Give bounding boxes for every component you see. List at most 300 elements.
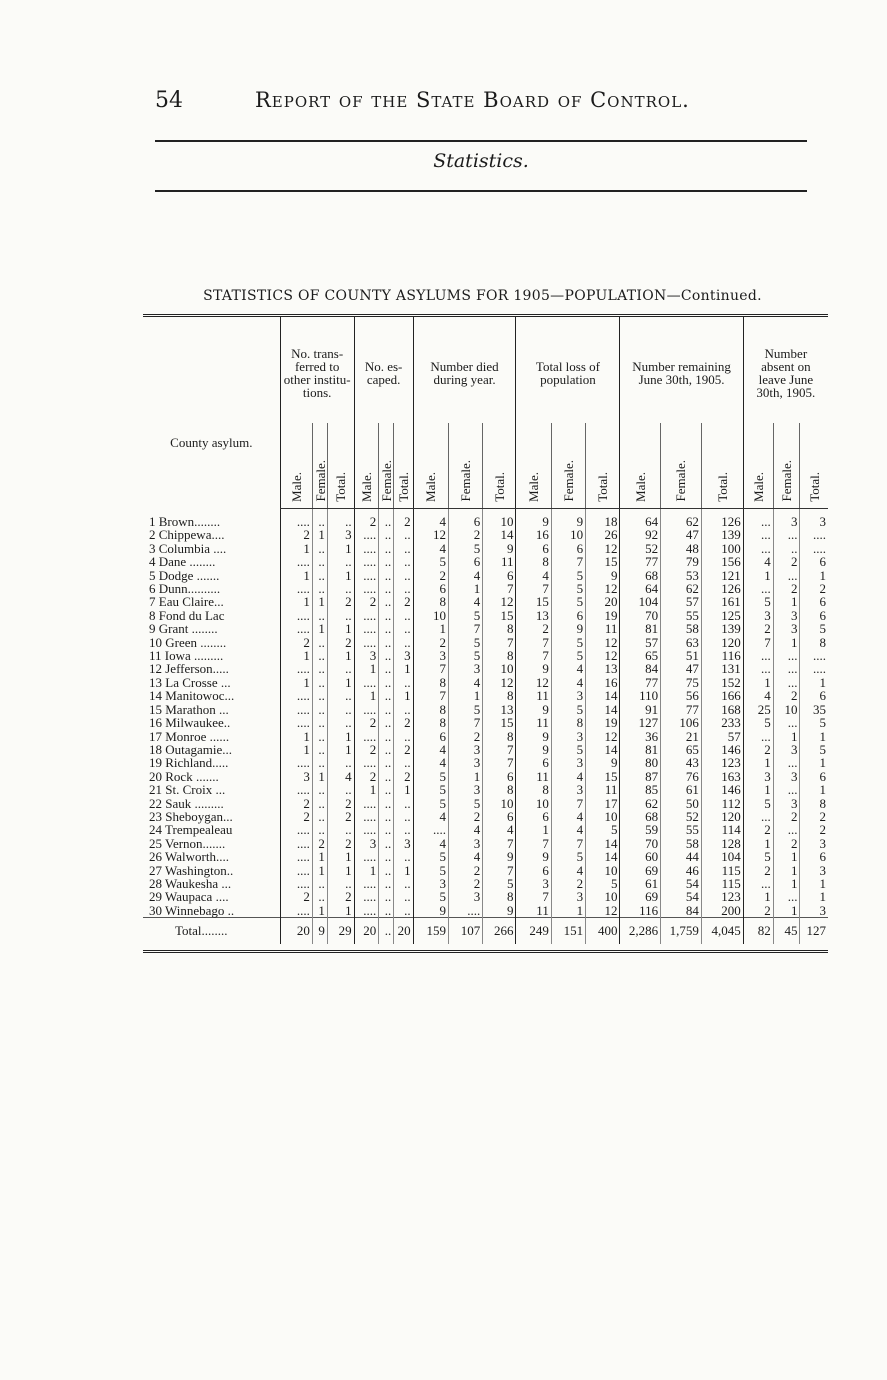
value-cell: 3 — [551, 890, 585, 903]
value-cell: 13 — [586, 662, 620, 675]
value-cell: 156 — [701, 555, 743, 568]
value-cell: .. — [394, 730, 413, 743]
county-name-cell: 10 Green ........ — [149, 634, 227, 650]
value-cell: .. — [394, 676, 413, 689]
value-cell: 9 — [483, 904, 516, 918]
value-cell: 2 — [327, 636, 354, 649]
value-cell: 3 — [800, 509, 828, 529]
value-cell: 5 — [586, 823, 620, 836]
value-cell: ... — [743, 582, 773, 595]
value-cell: 4 — [448, 569, 482, 582]
value-cell: 4 — [551, 823, 585, 836]
value-cell: 8 — [483, 649, 516, 662]
county-name-cell: 19 Richland..... — [149, 755, 229, 771]
value-cell: .. — [379, 797, 394, 810]
value-cell: 10 — [516, 797, 551, 810]
value-cell: .... — [800, 528, 828, 541]
value-cell: .. — [394, 582, 413, 595]
value-cell: 63 — [661, 636, 702, 649]
value-cell: 5 — [448, 609, 482, 622]
table-row — [143, 770, 828, 783]
county-name-cell: 21 St. Croix ... — [149, 782, 226, 798]
value-cell: .. — [327, 555, 354, 568]
value-cell: .. — [379, 783, 394, 796]
value-cell: 5 — [483, 877, 516, 890]
county-name-cell: 6 Dunn.......... — [149, 581, 221, 597]
value-cell: 7 — [516, 649, 551, 662]
value-cell: 6 — [483, 810, 516, 823]
value-cell: 2 — [448, 877, 482, 890]
sub-header-female — [661, 423, 702, 509]
value-cell: 116 — [620, 904, 661, 918]
sub-header-male — [413, 423, 448, 509]
value-cell: .. — [379, 662, 394, 675]
value-cell: .. — [327, 703, 354, 716]
value-cell: 12 — [413, 528, 448, 541]
value-cell: 4 — [743, 689, 773, 702]
value-cell: 3 — [773, 622, 800, 635]
value-cell: 8 — [413, 595, 448, 608]
value-cell: 249 — [516, 918, 551, 944]
county-name-cell: 30 Winnebago .. — [149, 902, 235, 918]
value-cell: 4 — [448, 823, 482, 836]
rule-top — [155, 140, 807, 142]
value-cell: .. — [379, 890, 394, 903]
value-cell: 5 — [586, 877, 620, 890]
value-cell: .. — [394, 528, 413, 541]
value-cell: .... — [280, 622, 312, 635]
value-cell: 64 — [620, 582, 661, 595]
value-cell: 1 — [773, 636, 800, 649]
value-cell: 1 — [448, 582, 482, 595]
value-cell: 4 — [448, 595, 482, 608]
value-cell: 12 — [586, 904, 620, 918]
value-cell: 104 — [701, 850, 743, 863]
value-cell: 1 — [280, 676, 312, 689]
value-cell: 3 — [800, 864, 828, 877]
group-header-escaped: No. es-caped. — [354, 316, 413, 424]
value-cell: 3 — [773, 770, 800, 783]
county-name-cell: 24 Trempealeau — [149, 822, 233, 838]
value-cell: 3 — [551, 783, 585, 796]
sub-header-female — [773, 423, 800, 509]
value-cell: 3 — [773, 509, 800, 529]
value-cell: .. — [379, 582, 394, 595]
value-cell: .. — [312, 662, 327, 675]
value-cell: 8 — [800, 797, 828, 810]
value-cell: 2 — [551, 877, 585, 890]
value-cell: 52 — [661, 810, 702, 823]
sub-header-total — [394, 423, 413, 509]
value-cell: .. — [312, 509, 327, 529]
value-cell: 1 — [354, 783, 379, 796]
county-name-cell: 14 Manitowoc... — [149, 688, 235, 704]
value-cell: .. — [312, 582, 327, 595]
value-cell: 2 — [743, 622, 773, 635]
value-cell: 10 — [483, 797, 516, 810]
value-cell: ... — [773, 783, 800, 796]
sub-header-label: Total. — [491, 471, 507, 502]
value-cell: 3 — [448, 837, 482, 850]
value-cell: 116 — [701, 649, 743, 662]
value-cell: 6 — [516, 542, 551, 555]
value-cell: 3 — [800, 904, 828, 918]
value-cell: 1 — [327, 649, 354, 662]
value-cell: 15 — [586, 555, 620, 568]
value-cell: .. — [394, 622, 413, 635]
value-cell: 16 — [586, 676, 620, 689]
value-cell: 1 — [327, 743, 354, 756]
value-cell: 7 — [483, 864, 516, 877]
value-cell: ... — [743, 649, 773, 662]
rule-under-section — [155, 190, 807, 192]
value-cell: 1 — [394, 783, 413, 796]
value-cell: 77 — [620, 676, 661, 689]
value-cell: 9 — [483, 542, 516, 555]
table-row — [143, 676, 828, 689]
value-cell: 1 — [280, 569, 312, 582]
value-cell: .... — [354, 823, 379, 836]
value-cell: .... — [280, 877, 312, 890]
sub-header-label: Male. — [423, 471, 439, 502]
value-cell: ... — [743, 810, 773, 823]
value-cell: 146 — [701, 743, 743, 756]
value-cell: 3 — [394, 837, 413, 850]
value-cell: 25 — [743, 703, 773, 716]
value-cell: 3 — [773, 609, 800, 622]
value-cell: .. — [379, 636, 394, 649]
value-cell: .... — [280, 509, 312, 529]
value-cell: 2 — [773, 689, 800, 702]
value-cell: .... — [354, 622, 379, 635]
value-cell: .. — [379, 850, 394, 863]
value-cell: 7 — [551, 837, 585, 850]
value-cell: 3 — [413, 649, 448, 662]
value-cell: 62 — [661, 509, 702, 529]
value-cell: 12 — [586, 730, 620, 743]
value-cell: .. — [379, 877, 394, 890]
value-cell: 127 — [800, 918, 828, 944]
county-name-cell: 4 Dane ........ — [149, 554, 216, 570]
value-cell: .. — [312, 877, 327, 890]
value-cell: 2 — [743, 864, 773, 877]
value-cell: 3 — [773, 797, 800, 810]
value-cell: ... — [773, 756, 800, 769]
value-cell: 7 — [483, 756, 516, 769]
value-cell: ... — [743, 662, 773, 675]
value-cell: 2 — [773, 810, 800, 823]
value-cell: 6 — [448, 555, 482, 568]
value-cell: 3 — [448, 662, 482, 675]
value-cell: 1 — [800, 569, 828, 582]
value-cell: 115 — [701, 877, 743, 890]
value-cell: 6 — [516, 810, 551, 823]
value-cell: .. — [379, 823, 394, 836]
value-cell: 120 — [701, 636, 743, 649]
value-cell: 7 — [516, 837, 551, 850]
statistics-table — [143, 314, 828, 944]
value-cell: 1 — [327, 676, 354, 689]
sub-header-label: Female. — [379, 460, 395, 502]
table-row — [143, 649, 828, 662]
value-cell: 5 — [551, 636, 585, 649]
county-name-cell: 3 Columbia .... — [149, 540, 227, 556]
value-cell: .. — [394, 555, 413, 568]
group-header-died: Number died during year. — [413, 316, 516, 424]
value-cell: .. — [379, 864, 394, 877]
value-cell: 5 — [743, 716, 773, 729]
value-cell: 3 — [448, 890, 482, 903]
value-cell: 11 — [516, 689, 551, 702]
value-cell: 152 — [701, 676, 743, 689]
value-cell: 5 — [551, 743, 585, 756]
value-cell: 91 — [620, 703, 661, 716]
value-cell: 45 — [773, 918, 800, 944]
table-row — [143, 582, 828, 595]
table-row — [143, 823, 828, 836]
value-cell: 7 — [551, 555, 585, 568]
value-cell: 1 — [743, 676, 773, 689]
value-cell: 6 — [800, 595, 828, 608]
value-cell: .. — [394, 850, 413, 863]
table-row — [143, 703, 828, 716]
value-cell: 2 — [280, 528, 312, 541]
value-cell: 3 — [800, 837, 828, 850]
value-cell: .... — [354, 810, 379, 823]
value-cell: 2 — [354, 716, 379, 729]
value-cell: 1 — [800, 783, 828, 796]
value-cell: .. — [394, 703, 413, 716]
value-cell: .... — [354, 756, 379, 769]
value-cell: 5 — [413, 555, 448, 568]
value-cell: 4 — [413, 837, 448, 850]
value-cell: 56 — [661, 689, 702, 702]
value-cell: 9 — [483, 850, 516, 863]
statistics-table-wrapper — [143, 314, 828, 953]
value-cell: 120 — [701, 810, 743, 823]
value-cell: 2 — [280, 890, 312, 903]
value-cell: .. — [312, 823, 327, 836]
value-cell: 8 — [483, 783, 516, 796]
value-cell: 126 — [701, 509, 743, 529]
value-cell: 3 — [448, 783, 482, 796]
value-cell: 55 — [661, 823, 702, 836]
value-cell: 1 — [743, 756, 773, 769]
value-cell: 9 — [413, 904, 448, 918]
value-cell: 5 — [413, 783, 448, 796]
value-cell: 20 — [280, 918, 312, 944]
value-cell: .... — [280, 582, 312, 595]
sub-header-label: Female. — [457, 460, 473, 502]
value-cell: 266 — [483, 918, 516, 944]
group-header-total-loss: Total loss of population — [516, 316, 620, 424]
value-cell: 2 — [394, 770, 413, 783]
value-cell: 1 — [312, 904, 327, 918]
value-cell: .... — [280, 823, 312, 836]
value-cell: 5 — [413, 797, 448, 810]
value-cell: 43 — [661, 756, 702, 769]
value-cell: 77 — [661, 703, 702, 716]
value-cell: 7 — [483, 582, 516, 595]
value-cell: 58 — [661, 622, 702, 635]
value-cell: 7 — [743, 636, 773, 649]
value-cell: 1 — [516, 823, 551, 836]
value-cell: 7 — [516, 890, 551, 903]
value-cell: 5 — [413, 770, 448, 783]
value-cell: 6 — [800, 770, 828, 783]
value-cell: 6 — [483, 770, 516, 783]
value-cell: .. — [379, 595, 394, 608]
value-cell: 13 — [516, 609, 551, 622]
value-cell: .... — [280, 555, 312, 568]
value-cell: .. — [379, 609, 394, 622]
value-cell: 8 — [413, 703, 448, 716]
value-cell: 2 — [448, 730, 482, 743]
value-cell: 1 — [773, 904, 800, 918]
table-row — [143, 662, 828, 675]
county-name-cell: 26 Walworth.... — [149, 849, 229, 865]
value-cell: 92 — [620, 528, 661, 541]
value-cell: 8 — [516, 555, 551, 568]
value-cell: 1 — [280, 649, 312, 662]
county-name-cell: 28 Waukesha ... — [149, 875, 232, 891]
value-cell: 6 — [800, 609, 828, 622]
sub-header-label: Male. — [750, 471, 766, 502]
county-name-cell: 29 Waupaca .... — [149, 889, 229, 905]
value-cell: 4 — [413, 743, 448, 756]
value-cell: .. — [327, 662, 354, 675]
value-cell: .... — [354, 703, 379, 716]
table-title: STATISTICS OF COUNTY ASYLUMS FOR 1905—POPULATION—Continued. — [203, 288, 762, 304]
value-cell: .... — [354, 569, 379, 582]
sub-header-male — [620, 423, 661, 509]
total-row — [143, 918, 828, 944]
sub-header-female — [312, 423, 327, 509]
value-cell: ... — [773, 716, 800, 729]
value-cell: 14 — [586, 743, 620, 756]
value-cell: 65 — [661, 743, 702, 756]
value-cell: 48 — [661, 542, 702, 555]
value-cell: 1 — [327, 622, 354, 635]
value-cell: .... — [354, 797, 379, 810]
value-cell: 10 — [413, 609, 448, 622]
value-cell: 2 — [354, 743, 379, 756]
value-cell: 6 — [516, 756, 551, 769]
value-cell: 6 — [551, 542, 585, 555]
value-cell: 110 — [620, 689, 661, 702]
value-cell: 1 — [280, 595, 312, 608]
value-cell: .. — [379, 528, 394, 541]
value-cell: 5 — [551, 649, 585, 662]
group-header-remaining: Number remaining June 30th, 1905. — [620, 316, 743, 424]
value-cell: 10 — [586, 890, 620, 903]
table-row — [143, 850, 828, 863]
table-row — [143, 689, 828, 702]
value-cell: 10 — [586, 864, 620, 877]
value-cell: 1 — [394, 864, 413, 877]
value-cell: 2 — [516, 622, 551, 635]
value-cell: .. — [379, 542, 394, 555]
value-cell: .. — [327, 783, 354, 796]
county-name-cell: 12 Jefferson..... — [149, 661, 229, 677]
value-cell: 1 — [413, 622, 448, 635]
value-cell: 54 — [661, 877, 702, 890]
value-cell: 2 — [448, 528, 482, 541]
group-header-row — [143, 316, 828, 424]
table-row — [143, 595, 828, 608]
value-cell: 7 — [516, 636, 551, 649]
value-cell: .. — [379, 837, 394, 850]
county-header: County asylum. — [143, 316, 280, 509]
value-cell: .. — [379, 569, 394, 582]
group-header-absent: Number absent on leave June 30th, 1905. — [743, 316, 828, 424]
value-cell: 163 — [701, 770, 743, 783]
value-cell: 3 — [280, 770, 312, 783]
value-cell: 11 — [586, 622, 620, 635]
value-cell: 70 — [620, 837, 661, 850]
value-cell: .. — [394, 877, 413, 890]
value-cell: 106 — [661, 716, 702, 729]
county-name-cell: 8 Fond du Lac — [149, 607, 225, 623]
value-cell: .. — [379, 743, 394, 756]
value-cell: 2 — [327, 837, 354, 850]
sub-header-label: Total. — [595, 471, 611, 502]
value-cell: 29 — [327, 918, 354, 944]
table-row — [143, 542, 828, 555]
value-cell: 10 — [483, 662, 516, 675]
value-cell: 2 — [413, 569, 448, 582]
value-cell: .. — [379, 716, 394, 729]
value-cell: .. — [312, 756, 327, 769]
value-cell: 2 — [394, 595, 413, 608]
value-cell: 8 — [800, 636, 828, 649]
value-cell: 87 — [620, 770, 661, 783]
value-cell: 1 — [773, 850, 800, 863]
value-cell: 2 — [773, 582, 800, 595]
table-body — [143, 509, 828, 944]
value-cell: 2 — [448, 864, 482, 877]
table-row — [143, 783, 828, 796]
value-cell: 59 — [620, 823, 661, 836]
value-cell: 1 — [800, 756, 828, 769]
county-name-cell: 13 La Crosse ... — [149, 674, 231, 690]
value-cell: 2 — [743, 743, 773, 756]
sub-header-label: Male. — [288, 471, 304, 502]
sub-header-total — [327, 423, 354, 509]
value-cell: 200 — [701, 904, 743, 918]
value-cell: 9 — [551, 509, 585, 529]
sub-header-total — [586, 423, 620, 509]
value-cell: 15 — [516, 595, 551, 608]
value-cell: .... — [354, 636, 379, 649]
value-cell: 4 — [551, 810, 585, 823]
value-cell: .. — [312, 569, 327, 582]
value-cell: 47 — [661, 662, 702, 675]
value-cell: 2 — [773, 555, 800, 568]
value-cell: 19 — [586, 716, 620, 729]
value-cell: 77 — [620, 555, 661, 568]
value-cell: .. — [312, 636, 327, 649]
value-cell: 6 — [551, 609, 585, 622]
value-cell: 4 — [448, 850, 482, 863]
table-row — [143, 569, 828, 582]
value-cell: 3 — [394, 649, 413, 662]
value-cell: 7 — [413, 689, 448, 702]
value-cell: .... — [280, 662, 312, 675]
value-cell: 1 — [280, 743, 312, 756]
value-cell: 139 — [701, 528, 743, 541]
value-cell: 1 — [448, 770, 482, 783]
